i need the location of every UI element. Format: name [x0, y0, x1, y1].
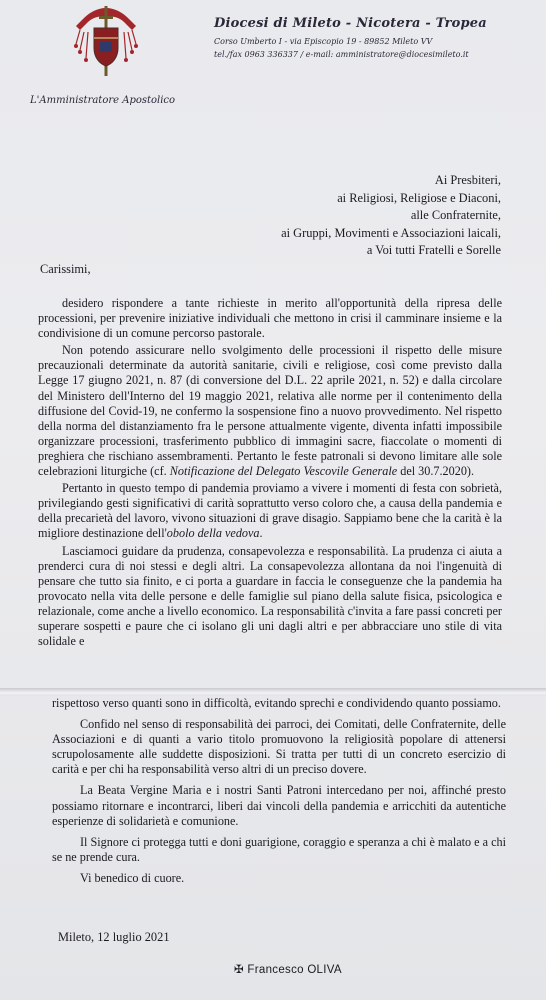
recipient-line: ai Religiosi, Religiose e Diaconi, [337, 190, 501, 205]
document-reference: Notificazione del Delegato Vescovile Generale [169, 464, 398, 479]
signature: ✠ Francesco OLIVA [234, 964, 342, 976]
quoted-phrase: obolo della vedova [166, 526, 260, 541]
paragraph: desidero rispondere a tante richieste in merito all'opportunità della ripresa delle processioni, per prevenire iniziative individuali che mettono in crisi il camminare insieme e la condivisione di un comune percorso pastorale. [38, 296, 502, 341]
diocese-title: Diocesi di Mileto - Nicotera - Tropea [214, 16, 487, 31]
paper-fold [0, 688, 546, 696]
diocese-address: Corso Umberto I - via Episcopio 19 - 89852 Mileto VV [214, 37, 433, 46]
diocese-contacts: tel./fax 0963 336337 / e-mail: amministratore@diocesimileto.it [214, 50, 469, 59]
place-date: Mileto, 12 luglio 2021 [58, 930, 170, 944]
letter-body-lower [52, 696, 506, 886]
recipient-line: ai Gruppi, Movimenti e Associazioni laicali, [281, 225, 501, 240]
office-title: L'Amministratore Apostolico [30, 95, 176, 106]
paragraph: Il Signore ci protegga tutti e doni guarigione, coraggio e speranza a chi è malato e a chi se ne prende cura. [52, 834, 506, 864]
recipient-line: Ai Presbiteri, [434, 173, 501, 187]
letterhead [214, 16, 534, 59]
paragraph: Non potendo assicurare nello svolgimento delle processioni il rispetto delle misure precauzionali determinate da autorità sanitarie, civili e religiose, così come previsto dalla Legge 17 giugno 2021, n. 87 (di conversione del D.L. 22 aprile 2021, n. 52) e dalla circolare del Ministero dell'Interno del 19 maggio 2021, relativa alle norme per il contenimento della diffusione del Covid-19, ne confermo la sospensione fino a nuovo provvedimento. Nel rispetto della norma del distanziamento fra le persone attualmente vigente, diventa infatti impossibile organizzare processioni, trasferimento pubblico di immagini sacre, fiaccolate o momenti di preghiera che rischiano assembramenti. Pertanto le feste patronali si devono limitare alle sole celebrazioni liturgiche (cf. Notificazione del Delegato Vescovile Generale del 30.7.2020). [38, 343, 502, 479]
greeting: Carissimi, [40, 262, 91, 276]
letter-body-upper [38, 296, 502, 649]
paragraph: rispettoso verso quanti sono in difficoltà, evitando sprechi e condividendo quanto possiamo. [52, 696, 501, 710]
paragraph: Confido nel senso di responsabilità dei parroci, dei Comitati, delle Confraternite, delle Associazioni e di quanti a vario titolo promuovono la religiosità popolare di attenersi scrupolosamente alle suddette disposizioni. Si tratta per tutti di un concreto esercizio di carità e per chi ha responsabilità verso altri di un preciso dovere. [52, 717, 506, 777]
recipient-line: a Voi tutti Fratelli e Sorelle [366, 243, 501, 257]
recipient-line: alle Confraternite, [410, 208, 501, 222]
recipients-block [181, 172, 501, 260]
paragraph: Pertanto in questo tempo di pandemia proviamo a vivere i momenti di festa con sobrietà, privilegiando gesti significativi di carità soprattutto verso coloro che, a causa della pandemia e della precarietà del lavoro, vivono situazioni di grave disagio. Sappiamo bene che la carità è la migliore destinazione dell'obolo della vedova. [38, 481, 502, 541]
paragraph: La Beata Vergine Maria e i nostri Santi Patroni intercedano per noi, affinché presto possiamo ritornare e incontrarci, liberi dai vincoli della pandemia e arricchiti da autentiche esperienze di solidarietà e comunione. [52, 783, 506, 828]
paragraph: Vi benedico di cuore. [80, 870, 185, 885]
paragraph: Lasciamoci guidare da prudenza, consapevolezza e responsabilità. La prudenza ci aiuta a prenderci cura di noi stessi e degli altri. La consapevolezza allontana da noi l'ingenuità di pensare che tutto sia finito, e ci porta a guardare in faccia le conseguenze che la pandemia ha provocato nella vita delle persone e delle famiglie sul piano della salute fisica, psicologica e relazionale, come anche a livello economico. La responsabilità c'invita a fare passi concreti per superare sospetti e paure che ci isolano gli uni dagli altri e per abbracciare uno stile di vita solidale e [38, 543, 502, 649]
episcopal-coat-of-arms-icon [70, 4, 142, 84]
